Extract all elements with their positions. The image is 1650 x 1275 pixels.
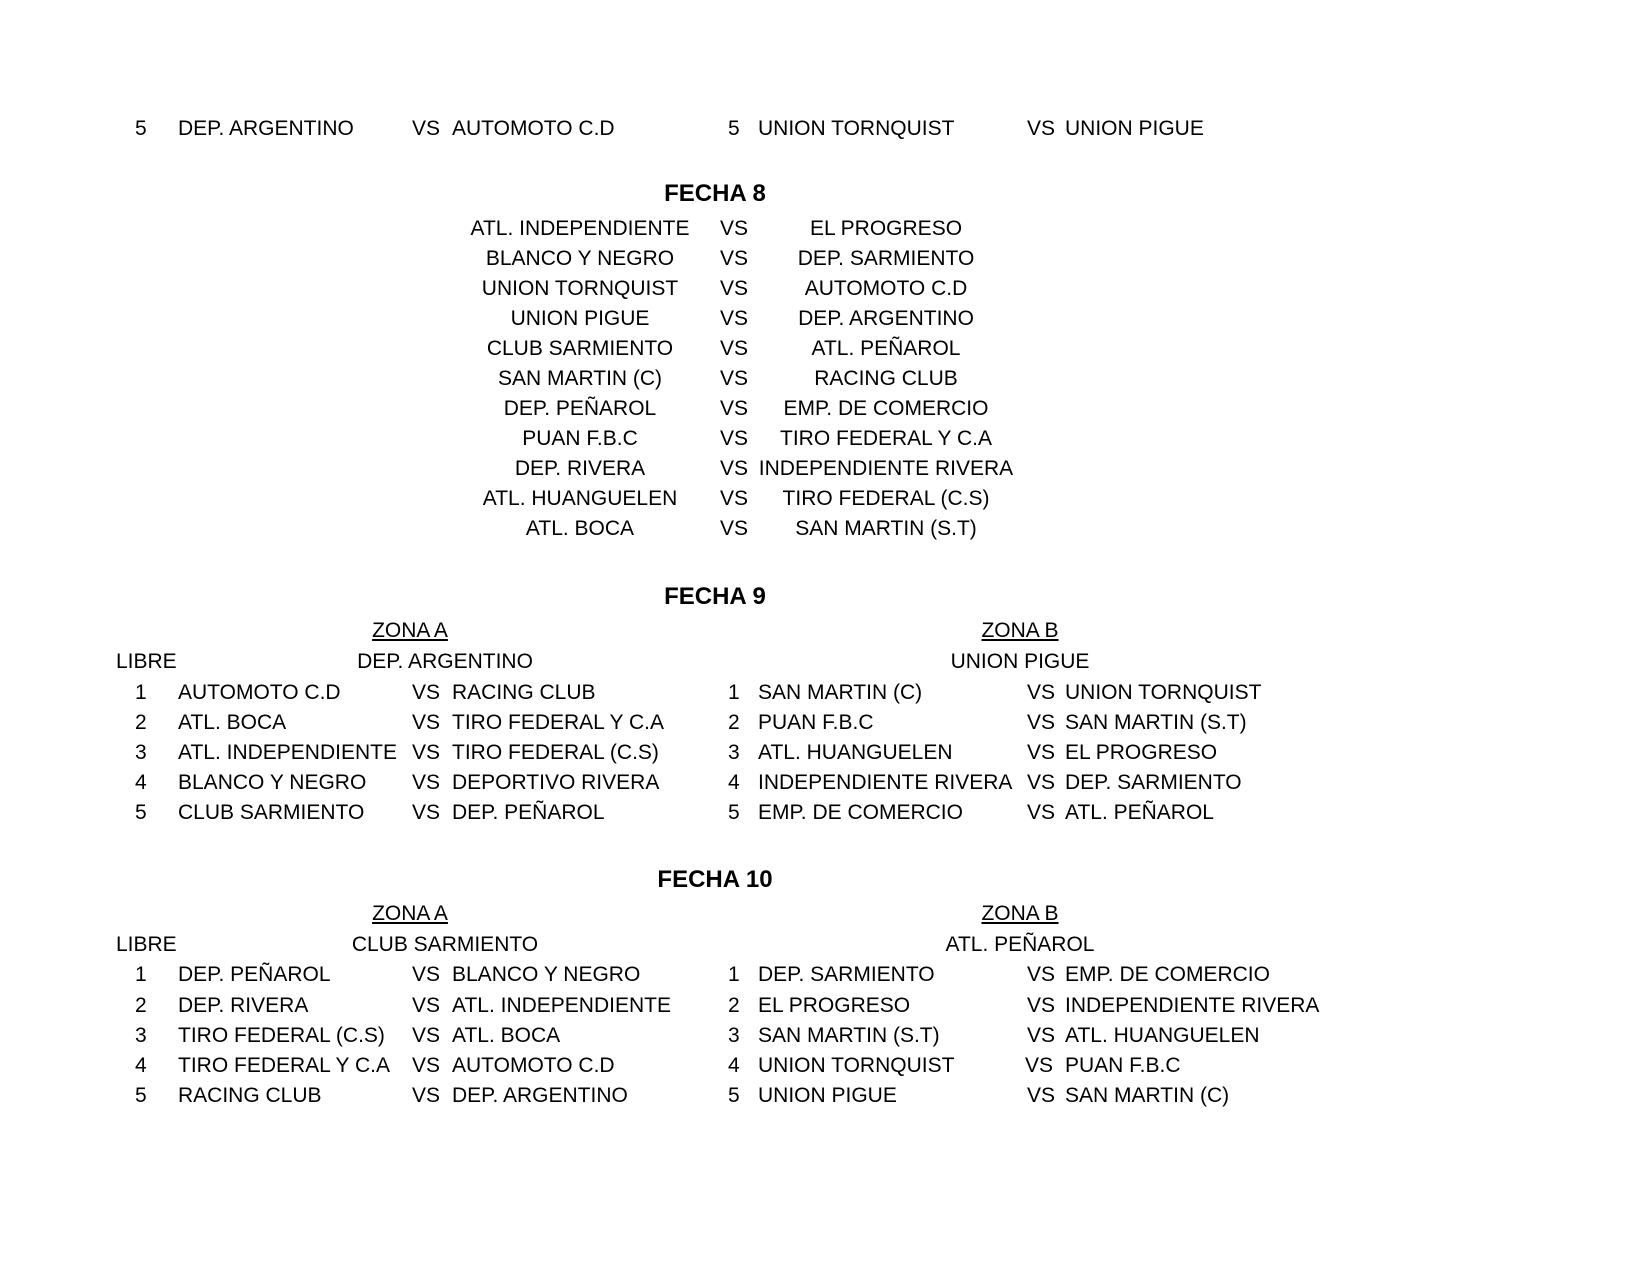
- away-team: TIRO FEDERAL (C.S): [782, 487, 990, 510]
- vs-label: VS: [720, 517, 749, 540]
- vs-label: VS: [720, 217, 749, 240]
- home-team: ATL. HUANGUELEN: [758, 741, 953, 764]
- vs-label: VS: [720, 367, 749, 390]
- home-team: PUAN F.B.C: [522, 427, 638, 450]
- away-team: TIRO FEDERAL (C.S): [452, 741, 659, 764]
- vs-label: VS: [1027, 963, 1056, 986]
- away-team: TIRO FEDERAL Y C.A: [452, 711, 664, 734]
- away-team: EL PROGRESO: [1065, 741, 1218, 764]
- away-team: DEP. SARMIENTO: [797, 247, 975, 270]
- home-team: ATL. INDEPENDIENTE: [178, 741, 397, 764]
- match-number: 5: [135, 801, 147, 824]
- home-team: RACING CLUB: [178, 1084, 322, 1107]
- match-number: 4: [728, 771, 740, 794]
- vs-label: VS: [412, 1054, 441, 1077]
- vs-label: VS: [412, 771, 441, 794]
- vs-label: VS: [412, 711, 441, 734]
- away-team: SAN MARTIN (S.T): [795, 517, 977, 540]
- zona-b-title: ZONA B: [981, 619, 1059, 642]
- vs-label: VS: [720, 487, 749, 510]
- match-number: 3: [135, 1024, 147, 1047]
- vs-label: VS: [1027, 994, 1056, 1017]
- vs-label: VS: [720, 397, 749, 420]
- away-team: AUTOMOTO C.D: [452, 1054, 615, 1077]
- away-team: TIRO FEDERAL Y C.A: [780, 427, 992, 450]
- away-team: ATL. INDEPENDIENTE: [452, 994, 671, 1017]
- home-team: ATL. HUANGUELEN: [482, 487, 678, 510]
- match-number: 5: [135, 117, 147, 140]
- match-number: 5: [728, 117, 740, 140]
- home-team: UNION TORNQUIST: [758, 1054, 955, 1077]
- match-number: 3: [728, 741, 740, 764]
- fecha-8-title: FECHA 8: [664, 180, 766, 207]
- away-team: DEP. ARGENTINO: [452, 1084, 628, 1107]
- home-team: DEP. SARMIENTO: [758, 963, 935, 986]
- zona-a-title: ZONA A: [372, 619, 448, 642]
- away-team: UNION TORNQUIST: [1065, 681, 1262, 704]
- away-team: DEP. PEÑAROL: [452, 801, 605, 824]
- vs-label: VS: [412, 801, 441, 824]
- vs-label: VS: [412, 1024, 441, 1047]
- vs-label: VS: [412, 963, 441, 986]
- vs-label: VS: [412, 1084, 441, 1107]
- libre-label: LIBRE: [116, 933, 177, 956]
- home-team: DEP. RIVERA: [178, 994, 309, 1017]
- away-team: RACING CLUB: [814, 367, 958, 390]
- vs-label: VS: [1027, 117, 1056, 140]
- home-team: CLUB SARMIENTO: [486, 337, 674, 360]
- vs-label: VS: [1027, 681, 1056, 704]
- home-team: DEP. RIVERA: [514, 457, 646, 480]
- home-team: BLANCO Y NEGRO: [485, 247, 675, 270]
- home-team: SAN MARTIN (C): [497, 367, 663, 390]
- away-team: UNION PIGUE: [1065, 117, 1204, 140]
- vs-label: VS: [720, 427, 749, 450]
- zona-b-title: ZONA B: [981, 902, 1059, 925]
- home-team: TIRO FEDERAL Y C.A: [178, 1054, 390, 1077]
- vs-label: VS: [720, 277, 749, 300]
- vs-label: VS: [1027, 741, 1056, 764]
- away-team: EMP. DE COMERCIO: [783, 397, 989, 420]
- match-number: 2: [728, 711, 740, 734]
- away-team: AUTOMOTO C.D: [452, 117, 615, 140]
- home-team: UNION PIGUE: [758, 1084, 897, 1107]
- vs-label: VS: [412, 117, 441, 140]
- libre-team-zona-b: ATL. PEÑAROL: [945, 933, 1095, 956]
- match-number: 2: [728, 994, 740, 1017]
- away-team: EL PROGRESO: [809, 217, 963, 240]
- home-team: ATL. INDEPENDIENTE: [470, 217, 690, 240]
- fecha-10-title: FECHA 10: [657, 866, 773, 893]
- home-team: ATL. BOCA: [178, 711, 287, 734]
- match-number: 4: [135, 1054, 147, 1077]
- match-number: 5: [728, 1084, 740, 1107]
- away-team: ATL. HUANGUELEN: [1065, 1024, 1260, 1047]
- away-team: INDEPENDIENTE RIVERA: [1065, 994, 1320, 1017]
- vs-label: VS: [412, 741, 441, 764]
- match-number: 4: [135, 771, 147, 794]
- away-team: DEPORTIVO RIVERA: [452, 771, 660, 794]
- away-team: INDEPENDIENTE RIVERA: [758, 457, 1014, 480]
- home-team: INDEPENDIENTE RIVERA: [758, 771, 1013, 794]
- home-team: CLUB SARMIENTO: [178, 801, 365, 824]
- vs-label: VS: [720, 247, 749, 270]
- home-team: EMP. DE COMERCIO: [758, 801, 963, 824]
- home-team: TIRO FEDERAL (C.S): [178, 1024, 385, 1047]
- libre-team-zona-a: CLUB SARMIENTO: [351, 933, 539, 956]
- vs-label: VS: [1027, 1084, 1056, 1107]
- away-team: PUAN F.B.C: [1065, 1054, 1181, 1077]
- away-team: ATL. PEÑAROL: [811, 337, 961, 360]
- vs-label: VS: [720, 307, 749, 330]
- match-number: 1: [135, 681, 147, 704]
- fecha-9-title: FECHA 9: [664, 583, 766, 610]
- match-number: 4: [728, 1054, 740, 1077]
- home-team: SAN MARTIN (S.T): [758, 1024, 940, 1047]
- vs-label: VS: [1027, 1024, 1056, 1047]
- home-team: AUTOMOTO C.D: [178, 681, 341, 704]
- home-team: ATL. BOCA: [525, 517, 635, 540]
- libre-label: LIBRE: [116, 650, 177, 673]
- away-team: SAN MARTIN (S.T): [1065, 711, 1247, 734]
- away-team: AUTOMOTO C.D: [804, 277, 968, 300]
- vs-label: VS: [720, 457, 749, 480]
- vs-label: VS: [1027, 771, 1056, 794]
- zona-a-title: ZONA A: [372, 902, 448, 925]
- match-number: 2: [135, 994, 147, 1017]
- home-team: UNION PIGUE: [510, 307, 650, 330]
- away-team: DEP. SARMIENTO: [1065, 771, 1242, 794]
- match-number: 5: [135, 1084, 147, 1107]
- match-number: 2: [135, 711, 147, 734]
- match-number: 1: [728, 963, 740, 986]
- match-number: 1: [135, 963, 147, 986]
- home-team: DEP. PEÑAROL: [503, 397, 657, 420]
- libre-team-zona-b: UNION PIGUE: [950, 650, 1090, 673]
- away-team: EMP. DE COMERCIO: [1065, 963, 1270, 986]
- home-team: PUAN F.B.C: [758, 711, 874, 734]
- home-team: BLANCO Y NEGRO: [178, 771, 367, 794]
- home-team: EL PROGRESO: [758, 994, 911, 1017]
- vs-label: VS: [1025, 1054, 1054, 1077]
- home-team: DEP. ARGENTINO: [178, 117, 354, 140]
- away-team: RACING CLUB: [452, 681, 596, 704]
- away-team: ATL. PEÑAROL: [1065, 801, 1214, 824]
- vs-label: VS: [1027, 801, 1056, 824]
- away-team: BLANCO Y NEGRO: [452, 963, 641, 986]
- home-team: SAN MARTIN (C): [758, 681, 923, 704]
- home-team: UNION TORNQUIST: [758, 117, 955, 140]
- match-number: 3: [728, 1024, 740, 1047]
- away-team: ATL. BOCA: [452, 1024, 561, 1047]
- match-number: 3: [135, 741, 147, 764]
- away-team: SAN MARTIN (C): [1065, 1084, 1230, 1107]
- vs-label: VS: [720, 337, 749, 360]
- vs-label: VS: [1027, 711, 1056, 734]
- home-team: DEP. PEÑAROL: [178, 963, 331, 986]
- match-number: 1: [728, 681, 740, 704]
- away-team: DEP. ARGENTINO: [798, 307, 974, 330]
- libre-team-zona-a: DEP. ARGENTINO: [357, 650, 533, 673]
- vs-label: VS: [412, 994, 441, 1017]
- vs-label: VS: [412, 681, 441, 704]
- match-number: 5: [728, 801, 740, 824]
- home-team: UNION TORNQUIST: [481, 277, 679, 300]
